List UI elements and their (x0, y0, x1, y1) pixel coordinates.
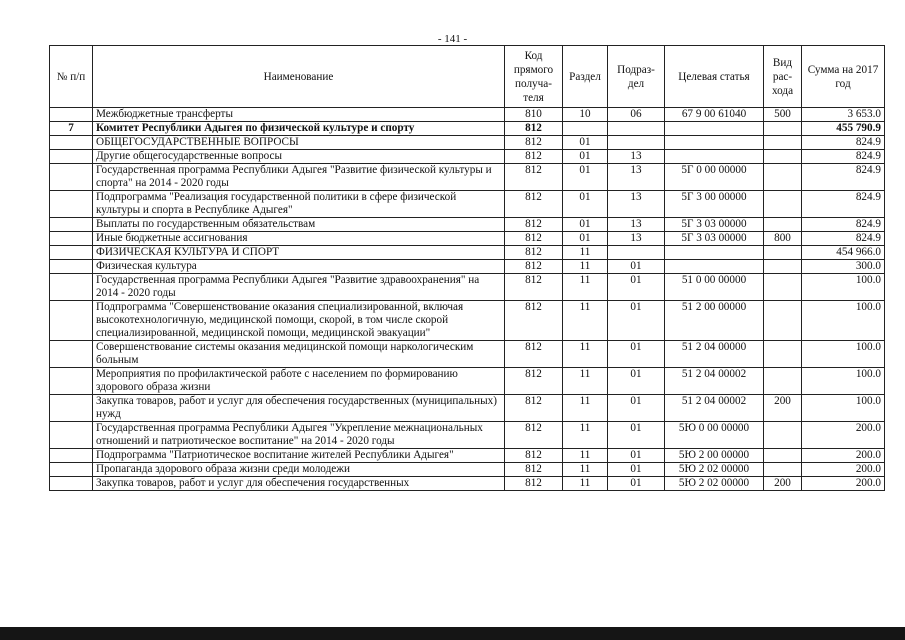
cell-kind (764, 341, 802, 368)
cell-sum: 100.0 (802, 341, 885, 368)
cell-code: 810 (505, 108, 563, 122)
table-row (50, 108, 885, 122)
cell-subsection: 13 (608, 164, 665, 191)
cell-code: 812 (505, 246, 563, 260)
cell-name: Физическая культура (93, 260, 505, 274)
cell-subsection: 01 (608, 341, 665, 368)
cell-code: 812 (505, 232, 563, 246)
cell-sum: 3 653.0 (802, 108, 885, 122)
table-row (50, 274, 885, 301)
cell-num (50, 191, 93, 218)
cell-num (50, 150, 93, 164)
cell-code: 812 (505, 218, 563, 232)
cell-subsection: 13 (608, 232, 665, 246)
cell-sum: 100.0 (802, 395, 885, 422)
cell-name: ОБЩЕГОСУДАРСТВЕННЫЕ ВОПРОСЫ (93, 136, 505, 150)
cell-name: Совершенствование системы оказания медицинской помощи наркологическим больным (93, 341, 505, 368)
table-row (50, 422, 885, 449)
cell-kind (764, 463, 802, 477)
cell-subsection: 01 (608, 422, 665, 449)
table-row (50, 136, 885, 150)
cell-target: 51 0 00 00000 (665, 274, 764, 301)
cell-target: 5Ю 2 00 00000 (665, 449, 764, 463)
cell-target: 51 2 04 00002 (665, 368, 764, 395)
cell-name: Подпрограмма "Патриотическое воспитание жителей Республики Адыгея" (93, 449, 505, 463)
cell-code: 812 (505, 191, 563, 218)
table-row (50, 164, 885, 191)
cell-subsection: 13 (608, 191, 665, 218)
cell-subsection: 01 (608, 463, 665, 477)
table-row (50, 368, 885, 395)
cell-kind (764, 274, 802, 301)
table-row (50, 260, 885, 274)
cell-subsection: 13 (608, 218, 665, 232)
cell-kind (764, 368, 802, 395)
cell-code: 812 (505, 274, 563, 301)
cell-target: 5Г 3 00 00000 (665, 191, 764, 218)
cell-section: 11 (563, 477, 608, 491)
scan-bottom-edge (0, 627, 905, 640)
cell-kind (764, 122, 802, 136)
cell-name: Выплаты по государственным обязательствам (93, 218, 505, 232)
cell-num (50, 341, 93, 368)
cell-subsection: 01 (608, 301, 665, 341)
cell-num (50, 368, 93, 395)
cell-sum: 824.9 (802, 150, 885, 164)
cell-code: 812 (505, 368, 563, 395)
cell-code: 812 (505, 260, 563, 274)
cell-name: Подпрограмма "Реализация государственной политики в сфере физической культуры и спорта в Республике Адыгея" (93, 191, 505, 218)
cell-name: Государственная программа Республики Адыгея "Укрепление межнациональных отношений и патриотическое воспитание" на 2014 - 2020 годы (93, 422, 505, 449)
cell-code: 812 (505, 395, 563, 422)
cell-kind (764, 150, 802, 164)
table-row (50, 122, 885, 136)
cell-kind: 800 (764, 232, 802, 246)
cell-sum: 824.9 (802, 218, 885, 232)
cell-target: 51 2 00 00000 (665, 301, 764, 341)
cell-code: 812 (505, 164, 563, 191)
cell-num (50, 108, 93, 122)
cell-num (50, 246, 93, 260)
page-number: - 141 - (437, 33, 468, 45)
cell-num (50, 395, 93, 422)
cell-code: 812 (505, 150, 563, 164)
cell-num (50, 449, 93, 463)
cell-section: 11 (563, 341, 608, 368)
cell-kind (764, 449, 802, 463)
cell-name: Государственная программа Республики Адыгея "Развитие физической культуры и спорта" на 2014 - 2020 годы (93, 164, 505, 191)
header-subsection: Подраз-дел (608, 46, 665, 108)
cell-subsection: 01 (608, 449, 665, 463)
cell-section: 11 (563, 449, 608, 463)
cell-target (665, 136, 764, 150)
table-header-row (50, 46, 885, 108)
cell-target: 5Г 3 03 00000 (665, 218, 764, 232)
table-row (50, 191, 885, 218)
cell-target: 5Ю 0 00 00000 (665, 422, 764, 449)
cell-subsection: 01 (608, 274, 665, 301)
cell-target (665, 122, 764, 136)
cell-name: Другие общегосударственные вопросы (93, 150, 505, 164)
cell-name: ФИЗИЧЕСКАЯ КУЛЬТУРА И СПОРТ (93, 246, 505, 260)
cell-name: Подпрограмма "Совершенствование оказания специализированной, включая высокотехнологичную, медицинской помощи, скорой, в том числе скорой специализированной, медицинской помощи, медицинской эвакуации" (93, 301, 505, 341)
table-row (50, 150, 885, 164)
cell-section: 11 (563, 395, 608, 422)
cell-code: 812 (505, 463, 563, 477)
cell-kind (764, 218, 802, 232)
cell-sum: 824.9 (802, 136, 885, 150)
cell-code: 812 (505, 449, 563, 463)
cell-code: 812 (505, 341, 563, 368)
cell-sum: 300.0 (802, 260, 885, 274)
cell-code: 812 (505, 477, 563, 491)
cell-kind: 200 (764, 477, 802, 491)
cell-section: 11 (563, 368, 608, 395)
cell-target: 67 9 00 61040 (665, 108, 764, 122)
cell-section (563, 122, 608, 136)
table-row (50, 232, 885, 246)
cell-sum: 824.9 (802, 191, 885, 218)
cell-kind: 500 (764, 108, 802, 122)
cell-section: 01 (563, 218, 608, 232)
cell-name: Государственная программа Республики Адыгея "Развитие здравоохранения" на 2014 - 2020 годы (93, 274, 505, 301)
cell-subsection: 06 (608, 108, 665, 122)
table-row (50, 341, 885, 368)
cell-target (665, 150, 764, 164)
cell-num (50, 136, 93, 150)
cell-target: 5Ю 2 02 00000 (665, 463, 764, 477)
cell-section: 01 (563, 232, 608, 246)
table-row (50, 395, 885, 422)
cell-sum: 454 966.0 (802, 246, 885, 260)
cell-num (50, 274, 93, 301)
cell-sum: 200.0 (802, 477, 885, 491)
header-section: Раздел (563, 46, 608, 108)
cell-name: Закупка товаров, работ и услуг для обеспечения государственных (муниципальных) нужд (93, 395, 505, 422)
cell-sum: 100.0 (802, 301, 885, 341)
cell-code: 812 (505, 122, 563, 136)
budget-table (49, 45, 885, 491)
cell-target: 5Г 3 03 00000 (665, 232, 764, 246)
cell-subsection: 01 (608, 395, 665, 422)
cell-num (50, 218, 93, 232)
cell-name: Комитет Республики Адыгея по физической культуре и спорту (93, 122, 505, 136)
cell-target: 51 2 04 00002 (665, 395, 764, 422)
cell-section: 01 (563, 136, 608, 150)
cell-target: 5Г 0 00 00000 (665, 164, 764, 191)
table-row (50, 463, 885, 477)
cell-kind (764, 191, 802, 218)
cell-code: 812 (505, 136, 563, 150)
cell-target: 5Ю 2 02 00000 (665, 477, 764, 491)
cell-num (50, 422, 93, 449)
cell-section: 01 (563, 164, 608, 191)
table-row (50, 218, 885, 232)
header-target: Целевая статья (665, 46, 764, 108)
cell-section: 11 (563, 246, 608, 260)
cell-sum: 200.0 (802, 422, 885, 449)
table-row (50, 449, 885, 463)
cell-kind (764, 422, 802, 449)
cell-section: 11 (563, 463, 608, 477)
cell-name: Пропаганда здорового образа жизни среди молодежи (93, 463, 505, 477)
cell-sum: 824.9 (802, 232, 885, 246)
header-name: Наименование (93, 46, 505, 108)
cell-name: Закупка товаров, работ и услуг для обеспечения государственных (93, 477, 505, 491)
cell-num: 7 (50, 122, 93, 136)
cell-kind (764, 246, 802, 260)
cell-num (50, 260, 93, 274)
header-sum: Сумма на 2017 год (802, 46, 885, 108)
cell-section: 01 (563, 191, 608, 218)
table-row (50, 246, 885, 260)
header-code: Код прямого получа-теля (505, 46, 563, 108)
cell-kind: 200 (764, 395, 802, 422)
cell-section: 11 (563, 301, 608, 341)
cell-sum: 100.0 (802, 274, 885, 301)
cell-subsection (608, 136, 665, 150)
cell-num (50, 477, 93, 491)
cell-name: Межбюджетные трансферты (93, 108, 505, 122)
cell-subsection: 01 (608, 260, 665, 274)
cell-sum: 455 790.9 (802, 122, 885, 136)
cell-section: 10 (563, 108, 608, 122)
cell-code: 812 (505, 301, 563, 341)
cell-code: 812 (505, 422, 563, 449)
header-num: № п/п (50, 46, 93, 108)
cell-section: 11 (563, 260, 608, 274)
cell-target (665, 260, 764, 274)
cell-sum: 100.0 (802, 368, 885, 395)
table-row (50, 301, 885, 341)
cell-section: 11 (563, 274, 608, 301)
cell-num (50, 164, 93, 191)
cell-num (50, 301, 93, 341)
cell-section: 01 (563, 150, 608, 164)
cell-section: 11 (563, 422, 608, 449)
cell-subsection: 01 (608, 477, 665, 491)
cell-name: Мероприятия по профилактической работе с населением по формированию здорового образа жизни (93, 368, 505, 395)
cell-kind (764, 136, 802, 150)
cell-sum: 200.0 (802, 449, 885, 463)
cell-num (50, 463, 93, 477)
cell-target: 51 2 04 00000 (665, 341, 764, 368)
cell-num (50, 232, 93, 246)
cell-subsection (608, 122, 665, 136)
cell-subsection (608, 246, 665, 260)
cell-kind (764, 301, 802, 341)
header-kind: Вид рас-хода (764, 46, 802, 108)
cell-sum: 824.9 (802, 164, 885, 191)
cell-target (665, 246, 764, 260)
table-row (50, 477, 885, 491)
cell-sum: 200.0 (802, 463, 885, 477)
cell-subsection: 01 (608, 368, 665, 395)
cell-name: Иные бюджетные ассигнования (93, 232, 505, 246)
cell-kind (764, 164, 802, 191)
cell-kind (764, 260, 802, 274)
cell-subsection: 13 (608, 150, 665, 164)
